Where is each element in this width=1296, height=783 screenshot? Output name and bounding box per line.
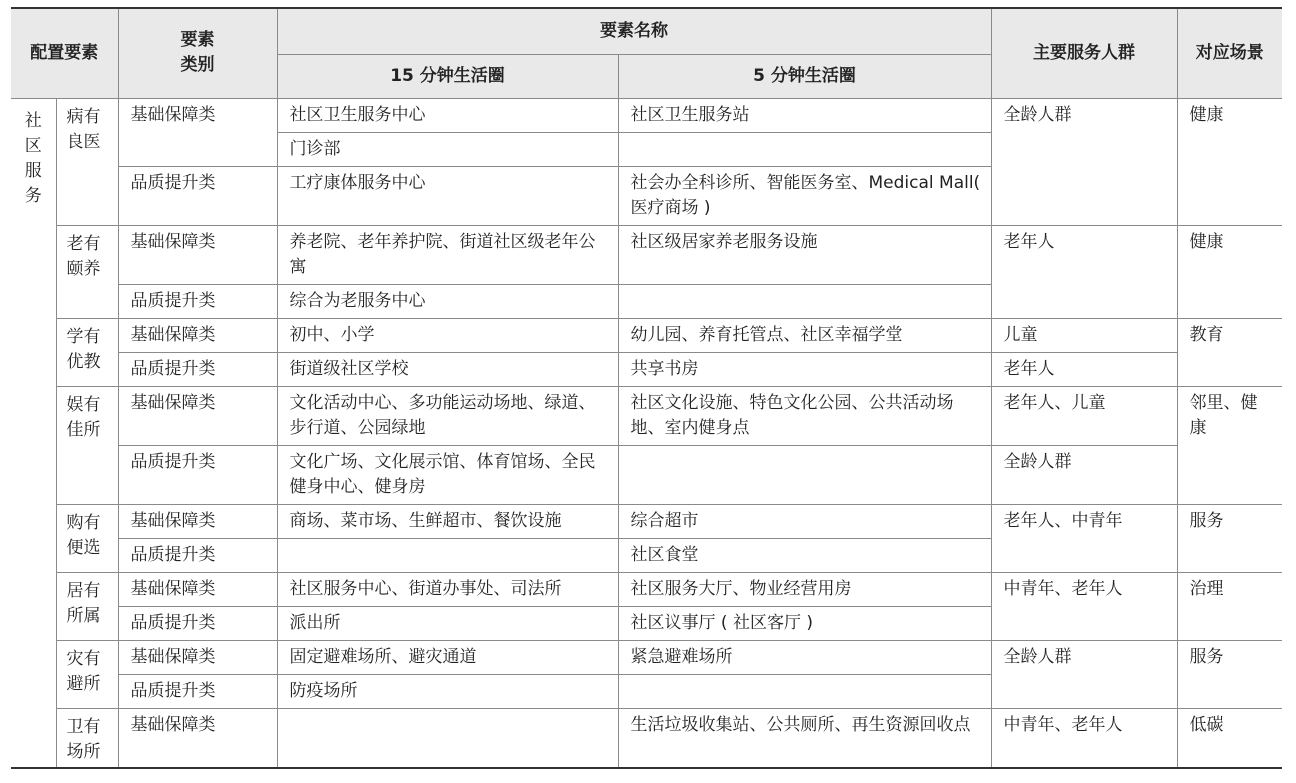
cell-scene: 健康 xyxy=(1177,225,1282,318)
cell-5min: 社区卫生服务站 xyxy=(618,98,991,132)
header-5min: 5 分钟生活圈 xyxy=(618,54,991,98)
cell-5min xyxy=(618,284,991,318)
group-name xyxy=(56,225,118,318)
table-row xyxy=(11,640,1282,674)
element-type: 基础保障类 xyxy=(118,708,277,768)
table-body xyxy=(11,98,1282,768)
table-header xyxy=(11,8,1282,98)
header-population: 主要服务人群 xyxy=(991,8,1177,98)
element-type: 基础保障类 xyxy=(118,640,277,674)
cell-15min: 固定避难场所、避灾通道 xyxy=(277,640,618,674)
group-name-text: 病有良医 xyxy=(66,106,101,152)
table-row xyxy=(11,445,1282,504)
cell-15min: 文化活动中心、多功能运动场地、绿道、步行道、公园绿地 xyxy=(277,386,618,445)
element-type: 基础保障类 xyxy=(118,318,277,352)
cell-5min: 幼儿园、养育托管点、社区幸福学堂 xyxy=(618,318,991,352)
group-name-text: 娱有佳所 xyxy=(66,394,101,440)
cell-15min: 门诊部 xyxy=(277,132,618,166)
cell-15min: 文化广场、文化展示馆、体育馆场、全民健身中心、健身房 xyxy=(277,445,618,504)
cell-population: 老年人、儿童 xyxy=(991,386,1177,445)
group-name xyxy=(56,640,118,708)
element-type: 品质提升类 xyxy=(118,166,277,225)
cell-15min: 街道级社区学校 xyxy=(277,352,618,386)
facility-table-wrapper xyxy=(11,7,1282,769)
table-row xyxy=(11,318,1282,352)
cell-15min: 工疗康体服务中心 xyxy=(277,166,618,225)
cell-5min xyxy=(618,132,991,166)
cell-population: 中青年、老年人 xyxy=(991,708,1177,768)
group-name-text: 居有所属 xyxy=(66,580,101,626)
group-name xyxy=(56,708,118,768)
cell-15min: 派出所 xyxy=(277,606,618,640)
cell-population: 全龄人群 xyxy=(991,98,1177,225)
cell-5min: 社区食堂 xyxy=(618,538,991,572)
group-name-text: 学有优教 xyxy=(66,326,101,372)
cell-5min: 社区议事厅 ( 社区客厅 ) xyxy=(618,606,991,640)
element-type: 基础保障类 xyxy=(118,225,277,284)
element-type: 基础保障类 xyxy=(118,386,277,445)
header-15min: 15 分钟生活圈 xyxy=(277,54,618,98)
cell-population: 老年人 xyxy=(991,225,1177,318)
group-name-text: 购有便选 xyxy=(66,512,101,558)
element-type: 品质提升类 xyxy=(118,445,277,504)
element-type: 品质提升类 xyxy=(118,606,277,640)
group-name-text: 老有颐养 xyxy=(66,233,101,279)
cell-scene: 低碳 xyxy=(1177,708,1282,768)
cell-15min xyxy=(277,538,618,572)
element-type: 品质提升类 xyxy=(118,284,277,318)
group-name xyxy=(56,504,118,572)
cell-population: 全龄人群 xyxy=(991,445,1177,504)
cell-population: 老年人、中青年 xyxy=(991,504,1177,572)
table-row xyxy=(11,386,1282,445)
cell-15min: 社区卫生服务中心 xyxy=(277,98,618,132)
cell-5min: 共享书房 xyxy=(618,352,991,386)
cell-5min: 生活垃圾收集站、公共厕所、再生资源回收点 xyxy=(618,708,991,768)
table-row xyxy=(11,572,1282,606)
cell-scene: 治理 xyxy=(1177,572,1282,640)
cell-population: 老年人 xyxy=(991,352,1177,386)
cell-5min: 社区文化设施、特色文化公园、公共活动场地、室内健身点 xyxy=(618,386,991,445)
element-type: 基础保障类 xyxy=(118,98,277,166)
section-label xyxy=(11,98,56,768)
cell-population: 儿童 xyxy=(991,318,1177,352)
table-row xyxy=(11,225,1282,284)
header-names: 要素名称 xyxy=(277,8,991,54)
cell-15min: 初中、小学 xyxy=(277,318,618,352)
cell-5min: 社区级居家养老服务设施 xyxy=(618,225,991,284)
element-type: 品质提升类 xyxy=(118,674,277,708)
group-name xyxy=(56,98,118,225)
cell-15min: 养老院、老年养护院、街道社区级老年公寓 xyxy=(277,225,618,284)
facility-config-table xyxy=(11,7,1282,769)
group-name xyxy=(56,572,118,640)
table-row xyxy=(11,708,1282,768)
section-label-text: 社区服务 xyxy=(24,110,42,206)
cell-15min: 防疫场所 xyxy=(277,674,618,708)
cell-scene: 健康 xyxy=(1177,98,1282,225)
group-name-text: 卫有场所 xyxy=(66,716,101,762)
group-name-text: 灾有避所 xyxy=(66,648,101,694)
cell-population: 全龄人群 xyxy=(991,640,1177,708)
cell-5min: 紧急避难场所 xyxy=(618,640,991,674)
table-row xyxy=(11,352,1282,386)
cell-15min: 综合为老服务中心 xyxy=(277,284,618,318)
cell-15min xyxy=(277,708,618,768)
cell-15min: 商场、菜市场、生鲜超市、餐饮设施 xyxy=(277,504,618,538)
cell-scene: 邻里、健康 xyxy=(1177,386,1282,504)
header-category-text: 要素类别 xyxy=(180,30,215,76)
cell-scene: 教育 xyxy=(1177,318,1282,386)
cell-5min: 社会办全科诊所、智能医务室、Medical Mall( 医疗商场 ) xyxy=(618,166,991,225)
cell-5min: 综合超市 xyxy=(618,504,991,538)
cell-scene: 服务 xyxy=(1177,640,1282,708)
cell-5min: 社区服务大厅、物业经营用房 xyxy=(618,572,991,606)
header-config: 配置要素 xyxy=(11,8,118,98)
element-type: 品质提升类 xyxy=(118,538,277,572)
element-type: 品质提升类 xyxy=(118,352,277,386)
cell-population: 中青年、老年人 xyxy=(991,572,1177,640)
header-category xyxy=(118,8,277,98)
cell-5min xyxy=(618,445,991,504)
table-row xyxy=(11,98,1282,132)
element-type: 基础保障类 xyxy=(118,572,277,606)
cell-15min: 社区服务中心、街道办事处、司法所 xyxy=(277,572,618,606)
header-scene: 对应场景 xyxy=(1177,8,1282,98)
group-name xyxy=(56,318,118,386)
element-type: 基础保障类 xyxy=(118,504,277,538)
cell-scene: 服务 xyxy=(1177,504,1282,572)
cell-5min xyxy=(618,674,991,708)
group-name xyxy=(56,386,118,504)
table-row xyxy=(11,504,1282,538)
